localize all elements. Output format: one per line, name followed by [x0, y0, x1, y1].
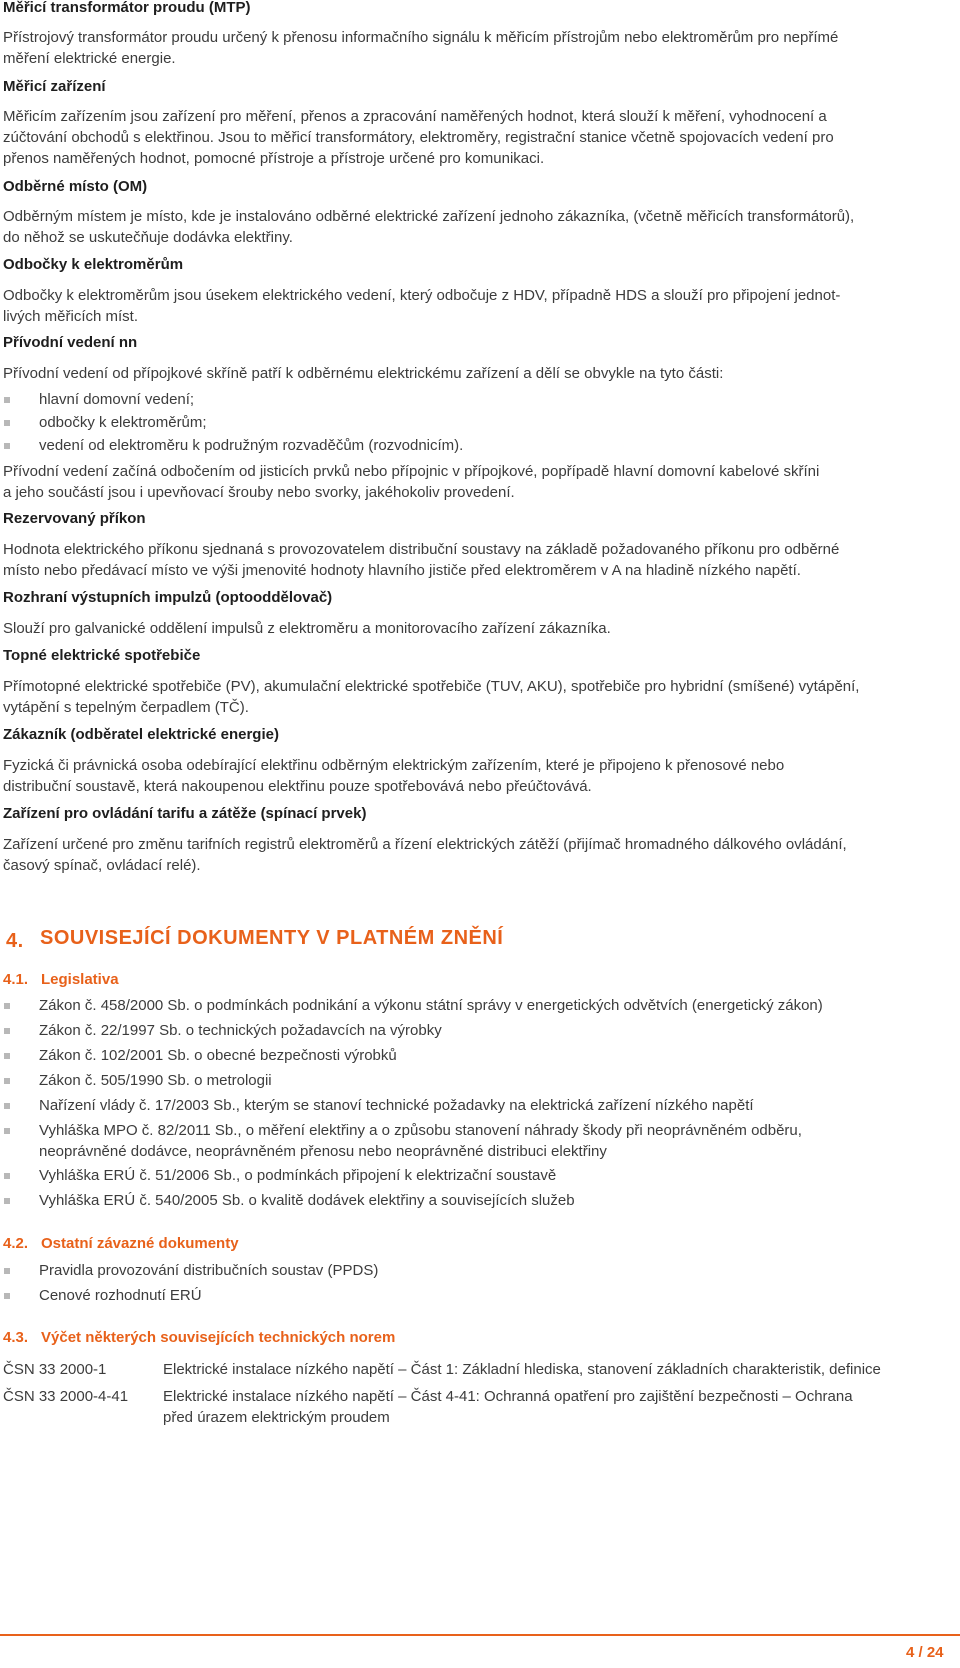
paragraph-line: Odběrným místem je místo, kde je instalováno odběrné elektrické zařízení jednoho zákazníka, (včetně měřicích transformátorů),	[3, 208, 855, 225]
list-bullet	[4, 1078, 10, 1084]
paragraph-line: Zařízení určené pro změnu tarifních registrů elektroměrů a řízení elektrických zátěží (přijímač hromadného dálkového ovládání,	[3, 836, 847, 853]
section-title: Výčet některých souvisejících technických norem	[41, 1329, 396, 1346]
list-bullet	[4, 1028, 10, 1034]
paragraph-line: Přímotopné elektrické spotřebiče (PV), akumulační elektrické spotřebiče (TUV, AKU), spotřebiče pro hybridní (smíšené) vytápění,	[3, 678, 860, 695]
list-item: Nařízení vlády č. 17/2003 Sb., kterým se stanoví technické požadavky na elektrická zařízení nízkého napětí	[39, 1097, 754, 1114]
paragraph-line: Odbočky k elektroměrům jsou úsekem elektrického vedení, který odbočuje z HDV, případně HDS a slouží pro připojení jednot-	[3, 287, 841, 304]
list-bullet	[4, 420, 10, 426]
paragraph-line: časový spínač, ovládací relé).	[3, 857, 201, 874]
list-bullet	[4, 1198, 10, 1204]
paragraph-line: Fyzická či právnická osoba odebírající elektřinu odběrným elektrickým zařízením, které je připojeno k přenosové nebo	[3, 757, 785, 774]
paragraph-line: a jeho součástí jsou i upevňovací šrouby nebo svorky, jakéhokoliv provedení.	[3, 484, 515, 501]
term-title: Zařízení pro ovládání tarifu a zátěže (spínací prvek)	[3, 805, 367, 822]
norm-description: Elektrické instalace nízkého napětí – Část 1: Základní hlediska, stanovení základních charakteristik, definice	[163, 1361, 881, 1378]
paragraph-line: distribuční soustavě, která nakoupenou elektřinu pouze spotřebovává nebo přeúčtovává.	[3, 778, 592, 795]
norm-description-continuation: před úrazem elektrickým proudem	[163, 1409, 390, 1426]
list-item: Zákon č. 22/1997 Sb. o technických požadavcích na výrobky	[39, 1022, 442, 1039]
list-item: Vyhláška ERÚ č. 51/2006 Sb., o podmínkách připojení k elektrizační soustavě	[39, 1167, 557, 1184]
page-number: 4 / 24	[906, 1644, 944, 1661]
list-item: Pravidla provozování distribučních soustav (PPDS)	[39, 1262, 379, 1279]
list-bullet	[4, 1003, 10, 1009]
term-title: Odběrné místo (OM)	[3, 178, 148, 195]
paragraph-line: livých měřicích míst.	[3, 308, 139, 325]
list-bullet	[4, 1268, 10, 1274]
list-item: Vyhláška ERÚ č. 540/2005 Sb. o kvalitě dodávek elektřiny a souvisejících služeb	[39, 1192, 575, 1209]
paragraph-line: Slouží pro galvanické oddělení impulsů z elektroměru a monitorovacího zařízení zákazníka.	[3, 620, 611, 637]
paragraph-line: Měřicím zařízením jsou zařízení pro měření, přenos a zpracování naměřených hodnot, která slouží k měření, vyhodnocení a	[3, 108, 827, 125]
list-item: Vyhláška MPO č. 82/2011 Sb., o měření elektřiny a o způsobu stanovení náhrady škody při neoprávněném odběru,	[39, 1122, 802, 1139]
paragraph-line: do něhož se uskutečňuje dodávka elektřiny.	[3, 229, 293, 246]
paragraph-line: měření elektrické energie.	[3, 50, 176, 67]
list-bullet	[4, 1173, 10, 1179]
norm-description: Elektrické instalace nízkého napětí – Část 4-41: Ochranná opatření pro zajištění bezpečnosti – Ochrana	[163, 1388, 853, 1405]
section-number: 4.1.	[3, 971, 29, 988]
term-title: Měřicí zařízení	[3, 78, 106, 95]
section-number: 4.3.	[3, 1329, 29, 1346]
term-title: Rozhraní výstupních impulzů (optooddělovač)	[3, 589, 333, 606]
paragraph-line: Hodnota elektrického příkonu sjednaná s provozovatelem distribuční soustavy na základě požadovaného příkonu pro odběrné	[3, 541, 840, 558]
list-item: odbočky k elektroměrům;	[39, 414, 207, 431]
paragraph-line: vytápění s tepelným čerpadlem (TČ).	[3, 699, 249, 716]
list-bullet	[4, 1103, 10, 1109]
paragraph-line: místo nebo předávací místo ve výši jmenovité hodnoty hlavního jističe před elektroměrem v A na hladině nízkého napětí.	[3, 562, 801, 579]
list-item: Zákon č. 505/1990 Sb. o metrologii	[39, 1072, 272, 1089]
section-number: 4.2.	[3, 1235, 29, 1252]
section-title: Ostatní závazné dokumenty	[41, 1235, 239, 1252]
chapter-number: 4.	[6, 930, 24, 952]
term-title: Rezervovaný příkon	[3, 510, 146, 527]
chapter-title: SOUVISEJÍCÍ DOKUMENTY V PLATNÉM ZNĚNÍ	[40, 927, 504, 949]
list-bullet	[4, 443, 10, 449]
paragraph-line: Přístrojový transformátor proudu určený k přenosu informačního signálu k měřicím přístrojům nebo elektroměrům pro nepřímé	[3, 29, 839, 46]
list-item: Zákon č. 458/2000 Sb. o podmínkách podnikání a výkonu státní správy v energetických odvětvích (energetický zákon)	[39, 997, 823, 1014]
list-bullet	[4, 1128, 10, 1134]
term-title: Topné elektrické spotřebiče	[3, 647, 201, 664]
list-item-continuation: neoprávněné dodávce, neoprávněném přenosu nebo neoprávněné distribuci elektřiny	[39, 1143, 607, 1160]
list-item: vedení od elektroměru k podružným rozvaděčům (rozvodnicím).	[39, 437, 464, 454]
list-item: Cenové rozhodnutí ERÚ	[39, 1287, 202, 1304]
term-title: Odbočky k elektroměrům	[3, 256, 184, 273]
term-title: Zákazník (odběratel elektrické energie)	[3, 726, 279, 743]
norm-code: ČSN 33 2000-1	[3, 1361, 107, 1378]
list-item: Zákon č. 102/2001 Sb. o obecné bezpečnosti výrobků	[39, 1047, 397, 1064]
list-bullet	[4, 1053, 10, 1059]
list-bullet	[4, 397, 10, 403]
paragraph-line: Přívodní vedení začíná odbočením od jisticích prvků nebo přípojnic v přípojkové, popřípadě hlavní domovní kabelové skříni	[3, 463, 820, 480]
paragraph-line: Přívodní vedení od přípojkové skříně patří k odběrnému elektrickému zařízení a dělí se obvykle na tyto části:	[3, 365, 724, 382]
paragraph-line: přenos naměřených hodnot, pomocné přístroje a přístroje určené pro komunikaci.	[3, 150, 545, 167]
section-title: Legislativa	[41, 971, 119, 988]
footer-divider	[0, 1634, 960, 1636]
list-item: hlavní domovní vedení;	[39, 391, 195, 408]
term-title: Přívodní vedení nn	[3, 334, 138, 351]
term-title: Měřicí transformátor proudu (MTP)	[3, 0, 251, 16]
list-bullet	[4, 1293, 10, 1299]
norm-code: ČSN 33 2000-4-41	[3, 1388, 129, 1405]
paragraph-line: zúčtování obchodů s elektřinou. Jsou to měřicí transformátory, elektroměry, registrační stanice včetně spojovacích vedení pro	[3, 129, 834, 146]
